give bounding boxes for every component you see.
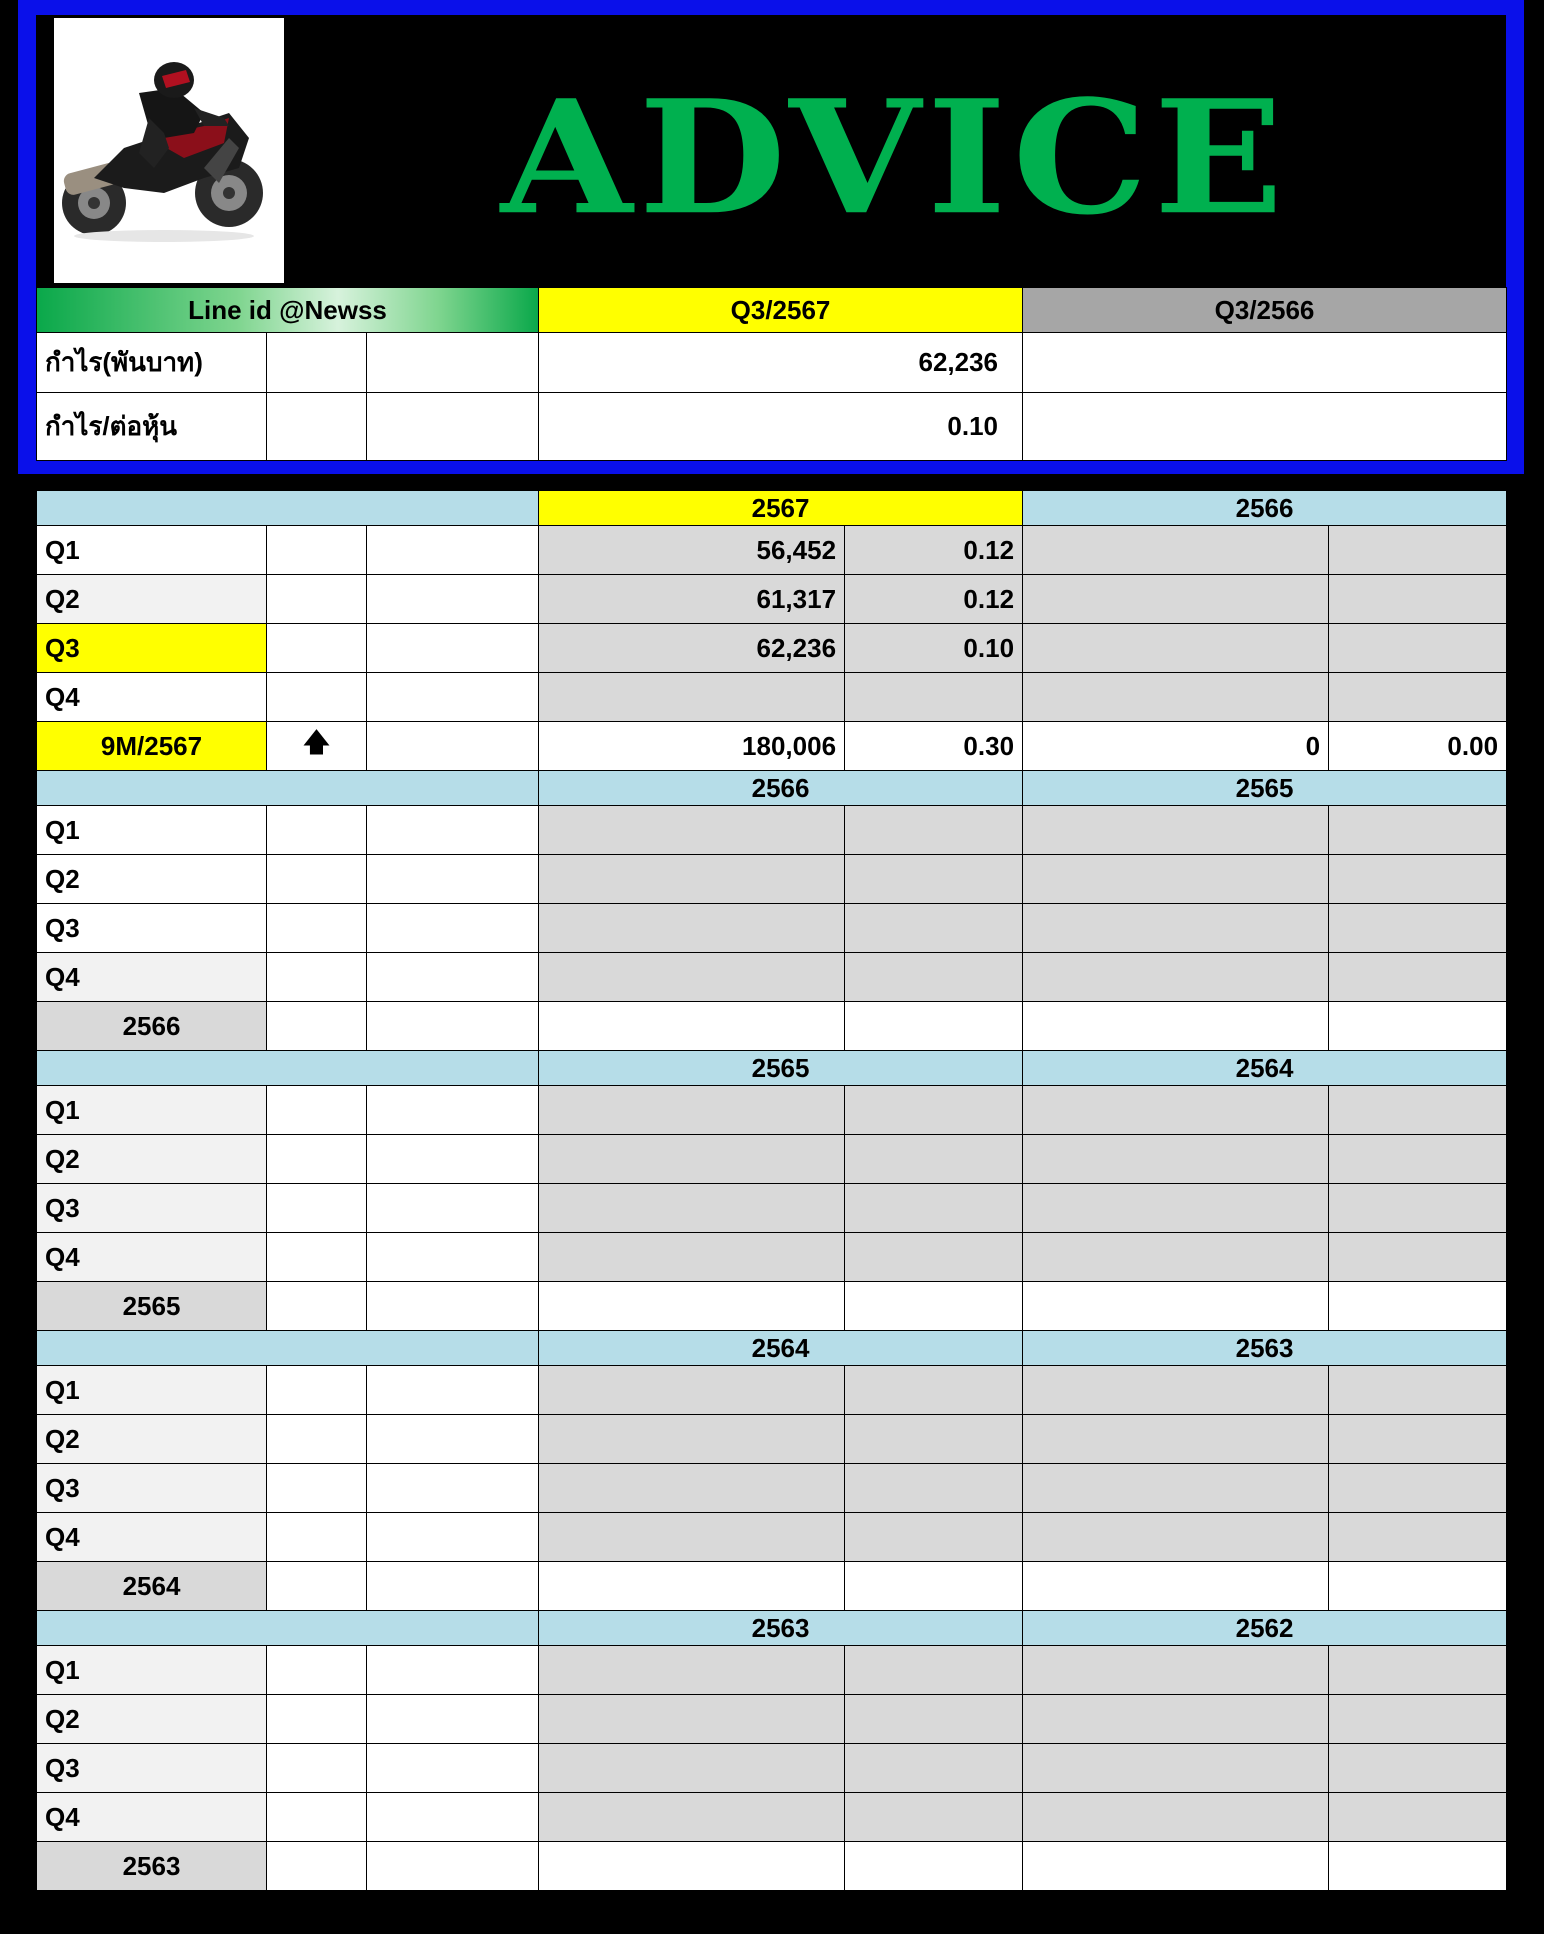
quarter-label: Q3 bbox=[37, 1744, 267, 1793]
empty-cell bbox=[367, 1233, 539, 1282]
eps-value bbox=[1329, 855, 1507, 904]
total-eps-value bbox=[1329, 1002, 1507, 1051]
eps-value bbox=[845, 673, 1023, 722]
profit-value bbox=[539, 1646, 845, 1695]
quarter-label: Q1 bbox=[37, 1366, 267, 1415]
eps-value bbox=[845, 1184, 1023, 1233]
empty-cell bbox=[267, 806, 367, 855]
eps-value bbox=[1329, 1646, 1507, 1695]
empty-cell bbox=[367, 526, 539, 575]
eps-value bbox=[1329, 1695, 1507, 1744]
eps-value bbox=[845, 953, 1023, 1002]
profit-value bbox=[539, 855, 845, 904]
quarter-label: Q1 bbox=[37, 806, 267, 855]
motorcycle-rider-logo bbox=[54, 18, 284, 283]
empty-cell bbox=[267, 1282, 367, 1331]
eps-value bbox=[845, 1793, 1023, 1842]
total-label: 2566 bbox=[37, 1002, 267, 1051]
quarter-label: Q2 bbox=[37, 1415, 267, 1464]
empty-cell bbox=[267, 1513, 367, 1562]
quarter-label: Q4 bbox=[37, 673, 267, 722]
section-year-right: 2566 bbox=[1023, 491, 1507, 526]
eps-current-value: 0.10 bbox=[539, 393, 1023, 461]
profit-value bbox=[1023, 624, 1329, 673]
empty-cell bbox=[367, 575, 539, 624]
empty-cell bbox=[267, 1695, 367, 1744]
section-header-blank bbox=[37, 1611, 539, 1646]
profit-value bbox=[1023, 855, 1329, 904]
profit-value bbox=[1023, 526, 1329, 575]
eps-value bbox=[845, 1135, 1023, 1184]
profit-value bbox=[1023, 1135, 1329, 1184]
quarter-label: Q1 bbox=[37, 1646, 267, 1695]
empty-cell bbox=[367, 1282, 539, 1331]
empty-cell bbox=[367, 1184, 539, 1233]
profit-value bbox=[539, 1744, 845, 1793]
total-profit-value bbox=[539, 1282, 845, 1331]
motorcycle-rider-icon bbox=[54, 18, 284, 283]
profit-value bbox=[539, 1366, 845, 1415]
total-label: 2565 bbox=[37, 1282, 267, 1331]
eps-value bbox=[1329, 806, 1507, 855]
empty-cell bbox=[367, 806, 539, 855]
profit-value bbox=[539, 1233, 845, 1282]
quarter-label: Q1 bbox=[37, 526, 267, 575]
empty-cell bbox=[267, 1086, 367, 1135]
empty-cell bbox=[367, 904, 539, 953]
quarter-label: Q2 bbox=[37, 1135, 267, 1184]
empty-cell bbox=[267, 855, 367, 904]
total-label: 2563 bbox=[37, 1842, 267, 1891]
eps-label: กำไร/ต่อหุ้น bbox=[37, 393, 267, 461]
empty-cell bbox=[367, 1513, 539, 1562]
quarter-label: Q4 bbox=[37, 1513, 267, 1562]
empty-cell bbox=[367, 1415, 539, 1464]
empty-cell bbox=[367, 855, 539, 904]
total-profit-value: 180,006 bbox=[539, 722, 845, 771]
eps-value bbox=[1329, 1366, 1507, 1415]
eps-value bbox=[845, 855, 1023, 904]
profit-value bbox=[539, 806, 845, 855]
empty-cell bbox=[367, 953, 539, 1002]
profit-value bbox=[1023, 904, 1329, 953]
profit-label: กำไร(พันบาท) bbox=[37, 333, 267, 393]
empty-cell bbox=[267, 904, 367, 953]
profit-value: 62,236 bbox=[539, 624, 845, 673]
current-period-header: Q3/2567 bbox=[539, 288, 1023, 333]
empty-cell bbox=[267, 1464, 367, 1513]
line-id-label: Line id @Newss bbox=[37, 288, 539, 333]
empty-cell bbox=[267, 953, 367, 1002]
profit-value bbox=[1023, 1695, 1329, 1744]
quarter-label: Q4 bbox=[37, 1793, 267, 1842]
empty-cell bbox=[267, 1562, 367, 1611]
section-year-left: 2565 bbox=[539, 1051, 1023, 1086]
profit-value: 61,317 bbox=[539, 575, 845, 624]
empty-cell bbox=[367, 1646, 539, 1695]
previous-period-header: Q3/2566 bbox=[1023, 288, 1507, 333]
profit-value bbox=[1023, 575, 1329, 624]
profit-value bbox=[539, 1464, 845, 1513]
profit-value bbox=[539, 1513, 845, 1562]
quarter-label: Q3 bbox=[37, 1184, 267, 1233]
eps-value bbox=[845, 1513, 1023, 1562]
section-year-left: 2566 bbox=[539, 771, 1023, 806]
profit-value bbox=[1023, 673, 1329, 722]
quarter-label: Q2 bbox=[37, 1695, 267, 1744]
empty-cell bbox=[267, 1002, 367, 1051]
empty-cell bbox=[367, 1002, 539, 1051]
eps-value: 0.12 bbox=[845, 526, 1023, 575]
eps-value bbox=[845, 1695, 1023, 1744]
total-profit-value bbox=[539, 1842, 845, 1891]
section-year-left: 2563 bbox=[539, 1611, 1023, 1646]
eps-value bbox=[845, 1366, 1023, 1415]
profit-value bbox=[539, 673, 845, 722]
empty-cell bbox=[267, 1366, 367, 1415]
total-eps-value: 0.30 bbox=[845, 722, 1023, 771]
total-eps-value bbox=[845, 1002, 1023, 1051]
empty-cell bbox=[267, 1415, 367, 1464]
profit-value bbox=[1023, 1233, 1329, 1282]
profit-value: 56,452 bbox=[539, 526, 845, 575]
quarter-label: Q2 bbox=[37, 575, 267, 624]
total-eps-value bbox=[1329, 1562, 1507, 1611]
empty-cell bbox=[267, 393, 367, 461]
quarter-label: Q2 bbox=[37, 855, 267, 904]
empty-cell bbox=[367, 624, 539, 673]
empty-cell bbox=[367, 1744, 539, 1793]
profit-previous-value bbox=[1023, 333, 1507, 393]
eps-value bbox=[1329, 953, 1507, 1002]
profit-value bbox=[1023, 1184, 1329, 1233]
empty-cell bbox=[367, 1464, 539, 1513]
eps-value bbox=[1329, 1415, 1507, 1464]
empty-cell bbox=[267, 575, 367, 624]
profit-value bbox=[1023, 953, 1329, 1002]
eps-value: 0.12 bbox=[845, 575, 1023, 624]
quarter-label: Q4 bbox=[37, 953, 267, 1002]
empty-cell bbox=[267, 673, 367, 722]
eps-value bbox=[1329, 904, 1507, 953]
total-label: 9M/2567 bbox=[37, 722, 267, 771]
empty-cell bbox=[367, 1366, 539, 1415]
total-label: 2564 bbox=[37, 1562, 267, 1611]
empty-cell bbox=[367, 333, 539, 393]
eps-value bbox=[1329, 1086, 1507, 1135]
profit-value bbox=[539, 904, 845, 953]
eps-value bbox=[845, 806, 1023, 855]
quarter-label: Q3 bbox=[37, 1464, 267, 1513]
empty-cell bbox=[267, 1793, 367, 1842]
section-header-blank bbox=[37, 491, 539, 526]
total-eps-value bbox=[1329, 1282, 1507, 1331]
eps-value bbox=[845, 1415, 1023, 1464]
empty-cell bbox=[367, 1135, 539, 1184]
profit-value bbox=[539, 1086, 845, 1135]
eps-value bbox=[1329, 1135, 1507, 1184]
eps-value bbox=[845, 1086, 1023, 1135]
section-year-left: 2567 bbox=[539, 491, 1023, 526]
empty-cell bbox=[367, 673, 539, 722]
profit-value bbox=[539, 1184, 845, 1233]
eps-value bbox=[1329, 1233, 1507, 1282]
eps-value bbox=[1329, 624, 1507, 673]
empty-cell bbox=[367, 393, 539, 461]
profit-value bbox=[1023, 1366, 1329, 1415]
total-eps-value bbox=[845, 1842, 1023, 1891]
eps-value bbox=[1329, 575, 1507, 624]
total-profit-value bbox=[1023, 1562, 1329, 1611]
eps-value bbox=[845, 904, 1023, 953]
empty-cell bbox=[267, 526, 367, 575]
eps-value bbox=[845, 1646, 1023, 1695]
section-header-blank bbox=[37, 1051, 539, 1086]
eps-value bbox=[1329, 1184, 1507, 1233]
total-eps-value bbox=[845, 1562, 1023, 1611]
up-arrow-icon: 🡅 bbox=[267, 722, 367, 771]
empty-cell bbox=[267, 333, 367, 393]
summary-table bbox=[36, 287, 1507, 461]
profit-value bbox=[1023, 1793, 1329, 1842]
eps-value bbox=[1329, 526, 1507, 575]
quarter-label: Q1 bbox=[37, 1086, 267, 1135]
profit-value bbox=[1023, 1646, 1329, 1695]
section-year-left: 2564 bbox=[539, 1331, 1023, 1366]
eps-value bbox=[845, 1233, 1023, 1282]
eps-value bbox=[1329, 1513, 1507, 1562]
profit-current-value: 62,236 bbox=[539, 333, 1023, 393]
total-eps-value bbox=[1329, 1842, 1507, 1891]
profit-value bbox=[1023, 1415, 1329, 1464]
eps-value bbox=[1329, 1744, 1507, 1793]
section-year-right: 2562 bbox=[1023, 1611, 1507, 1646]
empty-cell bbox=[367, 1562, 539, 1611]
eps-value bbox=[1329, 673, 1507, 722]
total-profit-value bbox=[1023, 1282, 1329, 1331]
profit-value bbox=[539, 1793, 845, 1842]
page-title: ADVICE bbox=[500, 66, 1290, 250]
section-header-blank bbox=[37, 1331, 539, 1366]
profit-value bbox=[1023, 1744, 1329, 1793]
profit-value bbox=[539, 1695, 845, 1744]
empty-cell bbox=[267, 1233, 367, 1282]
section-header-blank bbox=[37, 771, 539, 806]
profit-value bbox=[1023, 1464, 1329, 1513]
empty-cell bbox=[267, 1842, 367, 1891]
eps-value bbox=[1329, 1793, 1507, 1842]
earnings-table bbox=[36, 490, 1507, 1891]
empty-cell bbox=[267, 1744, 367, 1793]
section-year-right: 2563 bbox=[1023, 1331, 1507, 1366]
total-profit-value bbox=[1023, 1842, 1329, 1891]
empty-cell bbox=[267, 1646, 367, 1695]
profit-value bbox=[539, 1415, 845, 1464]
quarter-label: Q4 bbox=[37, 1233, 267, 1282]
section-year-right: 2565 bbox=[1023, 771, 1507, 806]
quarter-label: Q3 bbox=[37, 904, 267, 953]
total-profit-value bbox=[539, 1002, 845, 1051]
total-profit-value bbox=[1023, 1002, 1329, 1051]
profit-value bbox=[539, 953, 845, 1002]
empty-cell bbox=[267, 1184, 367, 1233]
empty-cell bbox=[367, 1842, 539, 1891]
empty-cell bbox=[267, 1135, 367, 1184]
eps-value bbox=[1329, 1464, 1507, 1513]
total-profit-value bbox=[539, 1562, 845, 1611]
empty-cell bbox=[367, 1086, 539, 1135]
empty-cell bbox=[367, 722, 539, 771]
total-eps-value bbox=[845, 1282, 1023, 1331]
profit-value bbox=[539, 1135, 845, 1184]
eps-value: 0.10 bbox=[845, 624, 1023, 673]
profit-value bbox=[1023, 806, 1329, 855]
profit-value bbox=[1023, 1086, 1329, 1135]
section-year-right: 2564 bbox=[1023, 1051, 1507, 1086]
empty-cell bbox=[267, 624, 367, 673]
eps-value bbox=[845, 1464, 1023, 1513]
total-eps-value: 0.00 bbox=[1329, 722, 1507, 771]
eps-value bbox=[845, 1744, 1023, 1793]
empty-cell bbox=[367, 1695, 539, 1744]
profit-value bbox=[1023, 1513, 1329, 1562]
quarter-label: Q3 bbox=[37, 624, 267, 673]
eps-previous-value bbox=[1023, 393, 1507, 461]
total-profit-value: 0 bbox=[1023, 722, 1329, 771]
empty-cell bbox=[367, 1793, 539, 1842]
